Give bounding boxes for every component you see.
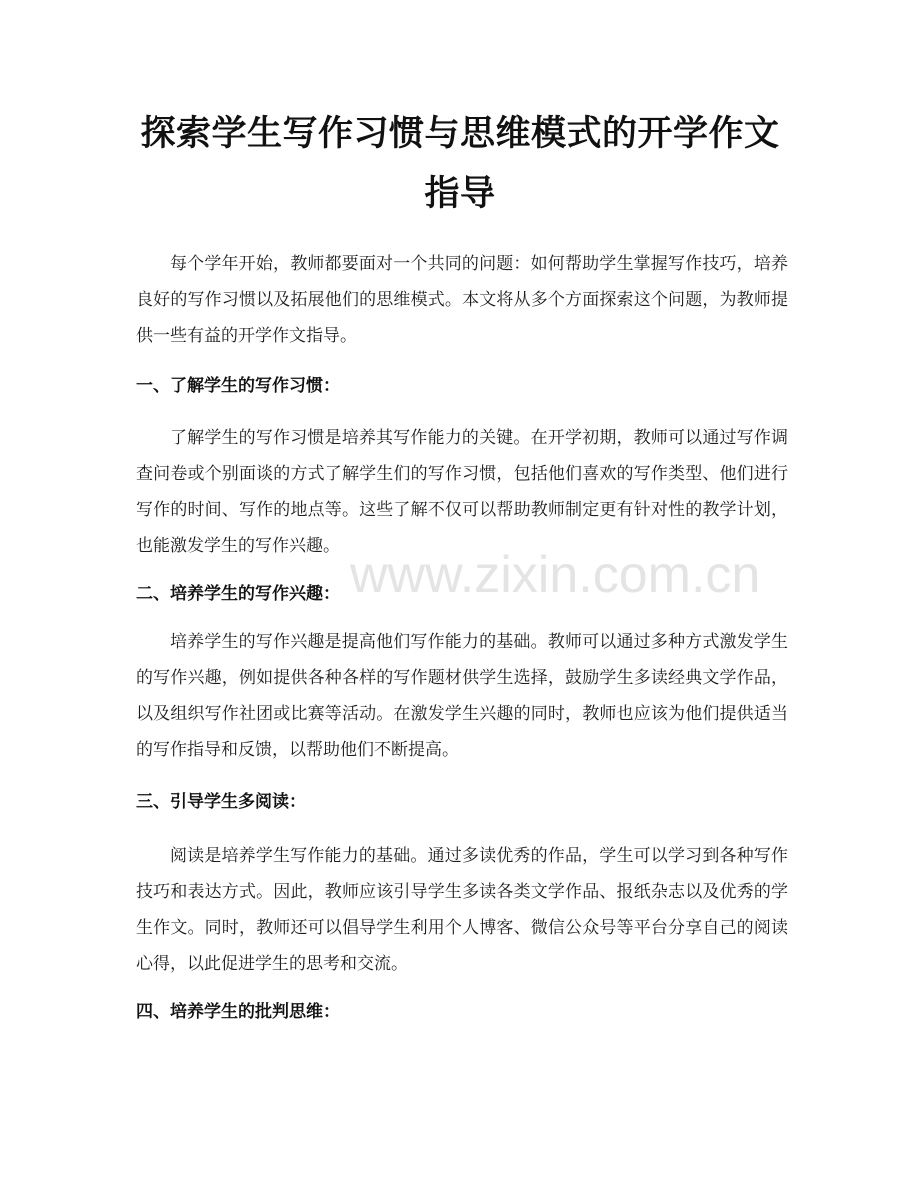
section-body-1: 了解学生的写作习惯是培养其写作能力的关键。在开学初期，教师可以通过写作调查问卷或个别面谈的方式了解学生们的写作习惯，包括他们喜欢的写作类型、他们进行写作的时间、写作的地点等。这些了解不仅可以帮助教师制定更有针对性的教学计划，也能激发学生的写作兴趣。 xyxy=(136,428,788,556)
watermark: www.zixin.com.cn xyxy=(350,546,761,604)
section-body-3: 阅读是培养学生写作能力的基础。通过多读优秀的作品，学生可以学习到各种写作技巧和表达方式。因此，教师应该引导学生多读各类文学作品、报纸杂志以及优秀的学生作文。同时，教师还可以倡导学生利用个人博客、微信公众号等平台分享自己的阅读心得，以此促进学生的思考和交流。 xyxy=(136,846,788,974)
section-heading-3: 三、引导学生多阅读： xyxy=(136,792,306,812)
document-title: 探索学生写作习惯与思维模式的开学作文指导 xyxy=(140,114,780,214)
section-heading-4: 四、培养学生的批判思维： xyxy=(136,1002,340,1022)
section-heading-2: 二、培养学生的写作兴趣： xyxy=(136,584,340,604)
section-heading-1: 一、了解学生的写作习惯： xyxy=(136,376,340,396)
section-body-2: 培养学生的写作兴趣是提高他们写作能力的基础。教师可以通过多种方式激发学生的写作兴趣，例如提供各种各样的写作题材供学生选择，鼓励学生多读经典文学作品，以及组织写作社团或比赛等活动。在激发学生兴趣的同时，教师也应该为他们提供适当的写作指导和反馈，以帮助他们不断提高。 xyxy=(136,632,788,760)
intro-paragraph: 每个学年开始，教师都要面对一个共同的问题：如何帮助学生掌握写作技巧，培养良好的写作习惯以及拓展他们的思维模式。本文将从多个方面探索这个问题，为教师提供一些有益的开学作文指导。 xyxy=(136,254,788,346)
